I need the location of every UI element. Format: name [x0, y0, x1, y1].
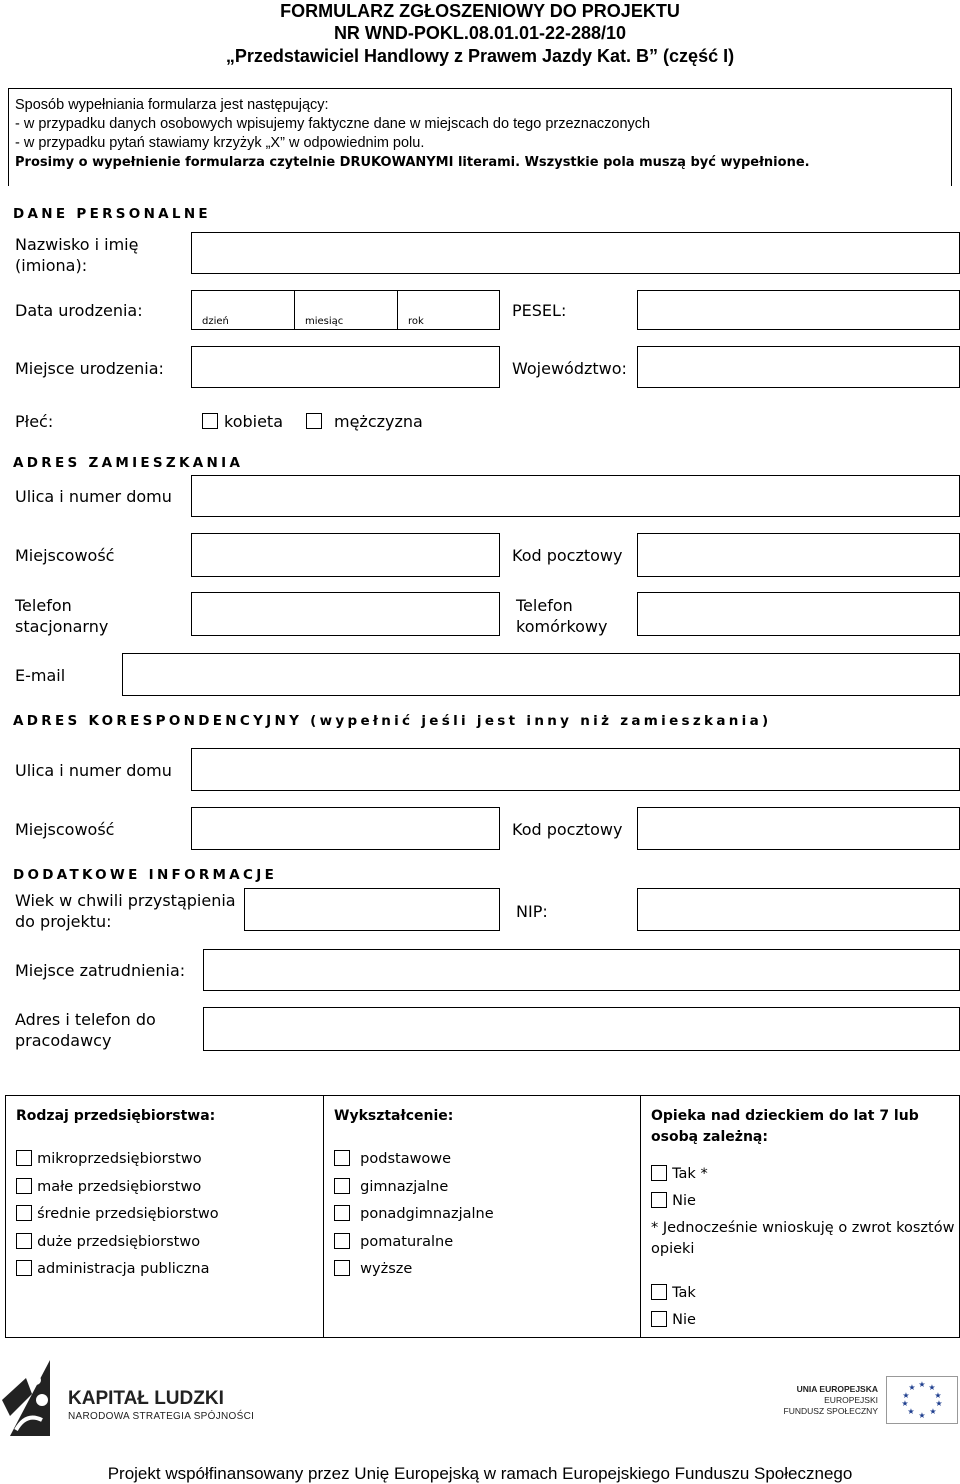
nip-field[interactable] — [637, 888, 960, 931]
corr-street-label: Ulica i numer domu — [15, 761, 172, 780]
corr-postal-label: Kod pocztowy — [512, 820, 623, 839]
eu-text — [740, 1384, 878, 1417]
education-options — [334, 1148, 494, 1286]
svg-text:★: ★ — [918, 1411, 926, 1420]
svg-text:★: ★ — [934, 1391, 942, 1400]
svg-text:★: ★ — [908, 1383, 916, 1392]
age-field[interactable] — [244, 888, 500, 931]
day-label: dzień — [202, 316, 229, 327]
city-field[interactable] — [191, 533, 500, 577]
employer-label — [15, 1009, 156, 1051]
email-field[interactable] — [122, 653, 960, 696]
list-item[interactable] — [16, 1148, 219, 1176]
name-label — [15, 234, 138, 276]
corr-street-field[interactable] — [191, 748, 960, 791]
option-label: Nie — [672, 1312, 696, 1328]
mobile-label — [516, 595, 607, 637]
svg-text:★: ★ — [929, 1407, 937, 1416]
refund-no-option[interactable] — [651, 1309, 696, 1329]
svg-text:★: ★ — [901, 1399, 909, 1408]
svg-text:★: ★ — [918, 1380, 926, 1389]
female-label: kobieta — [224, 412, 284, 431]
city-label: Miejscowość — [15, 546, 115, 565]
option-label: małe przedsiębiorstwo — [37, 1178, 202, 1195]
mobile-field[interactable] — [637, 592, 960, 636]
checkbox[interactable] — [334, 1178, 350, 1194]
employment-field[interactable] — [203, 949, 960, 991]
instructions-bold-line: Prosimy o wypełnienie formularza czytelnie DRUKOWANYMI literami. Wszystkie pola muszą być wypełnione. — [15, 155, 810, 170]
corr-city-field[interactable] — [191, 807, 500, 850]
name-label-line: Nazwisko i imię — [15, 235, 139, 254]
option-label: duże przedsiębiorstwo — [37, 1233, 201, 1250]
checkbox[interactable] — [16, 1150, 32, 1166]
education-heading: Wykształcenie: — [334, 1108, 454, 1124]
birth-date-field[interactable] — [191, 290, 500, 330]
instructions-box — [8, 88, 952, 186]
divider — [397, 291, 398, 329]
checkbox[interactable] — [651, 1192, 667, 1208]
svg-text:★: ★ — [902, 1391, 910, 1400]
employer-label-line: pracodawcy — [15, 1031, 112, 1050]
care-note-line: opieki — [651, 1241, 695, 1257]
care-note — [651, 1218, 956, 1260]
checkbox[interactable] — [651, 1165, 667, 1181]
employer-label-line: Adres i telefon do — [15, 1010, 156, 1029]
employer-field[interactable] — [203, 1007, 960, 1051]
birth-place-field[interactable] — [191, 346, 500, 388]
phone-label-line: Telefon — [15, 596, 72, 615]
eu-text-line: EUROPEJSKI — [824, 1395, 878, 1405]
mobile-label-line: komórkowy — [516, 617, 608, 636]
list-item[interactable] — [334, 1176, 494, 1204]
female-checkbox[interactable] — [202, 413, 218, 429]
checkbox[interactable] — [16, 1233, 32, 1249]
option-label: Tak — [672, 1285, 696, 1301]
section-address-heading: ADRES ZAMIESZKANIA — [13, 455, 244, 471]
checkbox[interactable] — [334, 1150, 350, 1166]
divider — [323, 1096, 324, 1337]
list-item[interactable] — [334, 1258, 494, 1286]
care-heading — [651, 1106, 951, 1148]
phone-label-line: stacjonarny — [15, 617, 109, 636]
option-label: gimnazjalne — [360, 1178, 449, 1195]
checkbox[interactable] — [16, 1205, 32, 1221]
age-label-line: do projektu: — [15, 912, 112, 931]
age-label-line: Wiek w chwili przystąpienia — [15, 891, 236, 910]
footer-text: Projekt współfinansowany przez Unię Europejską w ramach Europejskiego Funduszu Społecznego — [107, 1464, 853, 1483]
birth-date-label: Data urodzenia: — [15, 301, 143, 320]
divider — [294, 291, 295, 329]
phone-label — [15, 595, 108, 637]
voivodeship-label: Województwo: — [512, 359, 627, 378]
option-label: administracja publiczna — [37, 1261, 210, 1277]
section-additional-heading: DODATKOWE INFORMACJE — [13, 867, 278, 883]
care-heading-line: Opieka nad dzieckiem do lat 7 lub — [651, 1108, 919, 1124]
option-label: podstawowe — [360, 1151, 452, 1167]
list-item[interactable] — [334, 1203, 494, 1231]
checkbox[interactable] — [16, 1260, 32, 1276]
month-label: miesiąc — [305, 316, 344, 327]
male-label: mężczyzna — [334, 412, 423, 431]
phone-field[interactable] — [191, 592, 500, 636]
postal-field[interactable] — [637, 533, 960, 577]
street-field[interactable] — [191, 475, 960, 517]
kl-subtitle: NARODOWA STRATEGIA SPÓJNOŚCI — [68, 1411, 255, 1422]
form-title-line1: FORMULARZ ZGŁOSZENIOWY DO PROJEKTU — [280, 1, 680, 21]
checkbox[interactable] — [334, 1260, 350, 1276]
care-note-line: * Jednocześnie wnioskuję o zwrot kosztów — [651, 1220, 955, 1236]
sex-label: Płeć: — [15, 412, 54, 431]
option-label: ponadgimnazjalne — [360, 1206, 494, 1222]
name-field[interactable] — [191, 232, 960, 274]
instructions-line: - w przypadku danych osobowych wpisujemy faktyczne dane w miejscach do tego przeznaczonych — [15, 116, 651, 132]
list-item[interactable] — [16, 1258, 219, 1286]
pesel-field[interactable] — [637, 290, 960, 330]
corr-postal-field[interactable] — [637, 807, 960, 850]
street-label: Ulica i numer domu — [15, 487, 172, 506]
eu-text-line: UNIA EUROPEJSKA — [796, 1384, 878, 1394]
kapital-ludzki-logo-icon — [2, 1360, 54, 1436]
checkbox[interactable] — [651, 1284, 667, 1300]
enterprise-heading: Rodzaj przedsiębiorstwa: — [16, 1108, 216, 1124]
age-label — [15, 890, 236, 932]
form-title-line3: „Przedstawiciel Handlowy z Prawem Jazdy Kat. B” (część I) — [225, 46, 735, 66]
voivodeship-field[interactable] — [637, 346, 960, 388]
instructions-line: Sposób wypełniania formularza jest następujący: — [15, 97, 329, 113]
postal-label: Kod pocztowy — [512, 546, 623, 565]
mobile-label-line: Telefon — [516, 596, 573, 615]
checkbox[interactable] — [651, 1311, 667, 1327]
care-heading-line: osobą zależną: — [651, 1129, 768, 1145]
checkbox[interactable] — [334, 1205, 350, 1221]
list-item[interactable] — [334, 1231, 494, 1259]
birth-place-label: Miejsce urodzenia: — [15, 359, 164, 378]
list-item[interactable] — [16, 1176, 219, 1204]
kl-title: KAPITAŁ LUDZKI — [68, 1388, 224, 1409]
nip-label: NIP: — [516, 902, 548, 921]
svg-text:★: ★ — [928, 1383, 936, 1392]
eu-text-line: FUNDUSZ SPOŁECZNY — [783, 1406, 878, 1416]
divider — [640, 1096, 641, 1337]
form-title-line2: NR WND-POKL.08.01.01-22-288/10 — [333, 23, 627, 43]
section-correspondence-heading: ADRES KORESPONDENCYJNY (wypełnić jeśli jest inny niż zamieszkania) — [13, 713, 772, 729]
checkbox[interactable] — [16, 1178, 32, 1194]
male-checkbox[interactable] — [306, 413, 322, 429]
email-label: E-mail — [15, 666, 66, 685]
eu-flag-icon — [886, 1376, 958, 1424]
list-item[interactable] — [16, 1231, 219, 1259]
year-label: rok — [408, 316, 424, 327]
option-label: pomaturalne — [360, 1233, 454, 1250]
svg-text:★: ★ — [907, 1407, 915, 1416]
care-no-option[interactable] — [651, 1190, 696, 1210]
name-label-line: (imiona): — [15, 256, 88, 275]
options-table — [5, 1095, 960, 1338]
employment-label: Miejsce zatrudnienia: — [15, 961, 186, 980]
pesel-label: PESEL: — [512, 301, 567, 320]
instructions-line: - w przypadku pytań stawiamy krzyżyk „X” w odpowiednim polu. — [15, 135, 425, 151]
option-label: średnie przedsiębiorstwo — [37, 1206, 219, 1222]
section-personal-heading: DANE PERSONALNE — [13, 206, 211, 222]
list-item[interactable] — [16, 1203, 219, 1231]
checkbox[interactable] — [334, 1233, 350, 1249]
list-item[interactable] — [334, 1148, 494, 1176]
option-label: Nie — [672, 1193, 696, 1209]
refund-yes-option[interactable] — [651, 1282, 696, 1302]
enterprise-options — [16, 1148, 219, 1286]
option-label: mikroprzedsiębiorstwo — [37, 1151, 202, 1167]
option-label: wyższe — [360, 1261, 413, 1277]
svg-text:★: ★ — [935, 1399, 943, 1408]
care-yes-option[interactable] — [651, 1163, 708, 1183]
option-label: Tak * — [672, 1166, 708, 1182]
corr-city-label: Miejscowość — [15, 820, 115, 839]
